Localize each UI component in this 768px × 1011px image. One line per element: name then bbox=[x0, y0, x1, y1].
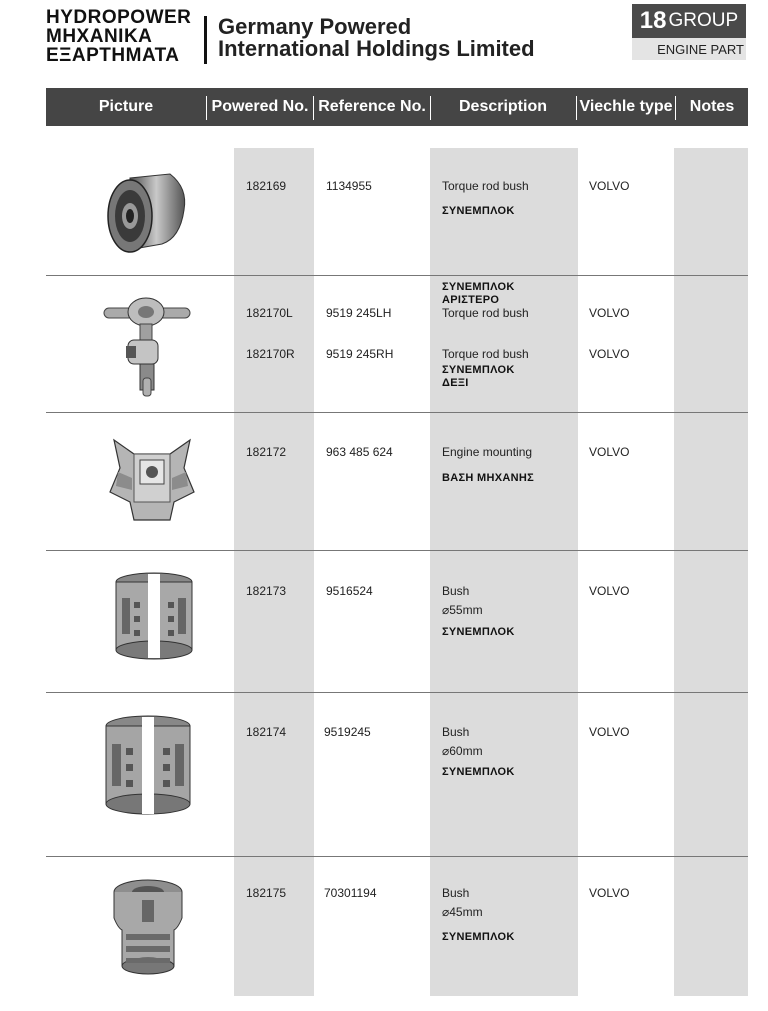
group-word: GROUP bbox=[668, 10, 739, 31]
row-divider bbox=[46, 550, 748, 551]
greek-description: ΣΥΝΕΜΠΛΟΚ bbox=[442, 766, 515, 778]
description: Torque rod bush bbox=[442, 179, 529, 193]
powered-no: 182169 bbox=[246, 179, 287, 193]
vehicle-type: VOLVO bbox=[589, 347, 630, 361]
bush-45-image bbox=[108, 878, 188, 982]
engine-mounting-image bbox=[104, 432, 200, 528]
bush-55-image bbox=[112, 572, 196, 660]
col-notes: Notes bbox=[689, 98, 735, 115]
greek-description: ΣΥΝΕΜΠΛΟΚ bbox=[442, 931, 515, 943]
reference-no: 9519245 bbox=[324, 725, 371, 739]
section-label: ENGINE PART bbox=[632, 38, 746, 60]
row-divider bbox=[46, 275, 748, 276]
row-divider bbox=[46, 692, 748, 693]
description: Engine mounting bbox=[442, 445, 533, 459]
col-reference-no: Reference No. bbox=[318, 98, 426, 115]
company-line-1: Germany Powered bbox=[218, 14, 412, 39]
description: Torque rod bush bbox=[442, 306, 529, 320]
powered-no: 182173 bbox=[246, 584, 287, 598]
reference-no: 9519 245LH bbox=[326, 306, 392, 320]
table-header bbox=[46, 88, 748, 126]
diameter: ⌀55mm bbox=[442, 603, 483, 617]
col-vehicle-type: Viechle type bbox=[579, 98, 673, 115]
greek-line: ΣΥΝΕΜΠΛΟΚ bbox=[442, 281, 515, 293]
powered-no: 182174 bbox=[246, 725, 287, 739]
reference-no: 963 485 624 bbox=[326, 445, 393, 459]
header-divider bbox=[204, 16, 207, 64]
company-line-2: International Holdings Limited bbox=[218, 36, 535, 61]
brand-name bbox=[46, 8, 191, 65]
description: Torque rod bush bbox=[442, 347, 529, 361]
brand-line-1: HYDROPOWER bbox=[46, 7, 192, 28]
greek-line: ΑΡΙΣΤΕΡΟ bbox=[442, 294, 500, 306]
reference-no: 9516524 bbox=[326, 584, 373, 598]
vehicle-type: VOLVO bbox=[589, 445, 630, 459]
greek-line: ΣΥΝΕΜΠΛΟΚ bbox=[442, 364, 515, 376]
powered-no: 182170R bbox=[246, 347, 295, 361]
row-divider bbox=[46, 412, 748, 413]
vehicle-type: VOLVO bbox=[589, 306, 630, 320]
col-description: Description bbox=[458, 98, 547, 115]
col-picture: Picture bbox=[98, 98, 154, 115]
reference-no: 9519 245RH bbox=[326, 347, 394, 361]
powered-no: 182175 bbox=[246, 886, 287, 900]
greek-description-right bbox=[442, 364, 515, 390]
torque-rod-bush-image bbox=[100, 168, 192, 258]
reference-no: 70301194 bbox=[324, 886, 377, 900]
greek-line: ΔΕΞΙ bbox=[442, 377, 469, 389]
bush-60-image bbox=[102, 714, 194, 816]
description: Bush bbox=[442, 886, 470, 900]
diameter: ⌀45mm bbox=[442, 905, 483, 919]
powered-no: 182170L bbox=[246, 306, 293, 320]
description: Bush bbox=[442, 725, 470, 739]
greek-description: ΣΥΝΕΜΠΛΟΚ bbox=[442, 205, 515, 217]
description: Bush bbox=[442, 584, 470, 598]
torque-rod-assembly-image bbox=[100, 282, 196, 402]
vehicle-type: VOLVO bbox=[589, 584, 630, 598]
powered-no: 182172 bbox=[246, 445, 287, 459]
greek-description-left bbox=[442, 281, 515, 307]
company-name bbox=[218, 16, 535, 60]
header-separator bbox=[206, 96, 207, 120]
vehicle-type: VOLVO bbox=[589, 725, 630, 739]
greek-description: ΒΑΣΗ ΜΗΧΑΝΗΣ bbox=[442, 472, 534, 484]
col-powered-no: Powered No. bbox=[211, 98, 309, 115]
vehicle-type: VOLVO bbox=[589, 179, 630, 193]
reference-no: 1134955 bbox=[326, 179, 372, 193]
vehicle-type: VOLVO bbox=[589, 886, 630, 900]
diameter: ⌀60mm bbox=[442, 744, 483, 758]
brand-line-2: ΜΗΧΑΝΙΚΑ bbox=[46, 26, 153, 47]
greek-description: ΣΥΝΕΜΠΛΟΚ bbox=[442, 626, 515, 638]
group-number: 18 bbox=[639, 7, 667, 34]
group-badge bbox=[632, 4, 746, 38]
header-separator bbox=[430, 96, 431, 120]
row-divider bbox=[46, 856, 748, 857]
brand-line-3: ΕΞΑΡΤΗΜΑΤΑ bbox=[46, 45, 180, 66]
